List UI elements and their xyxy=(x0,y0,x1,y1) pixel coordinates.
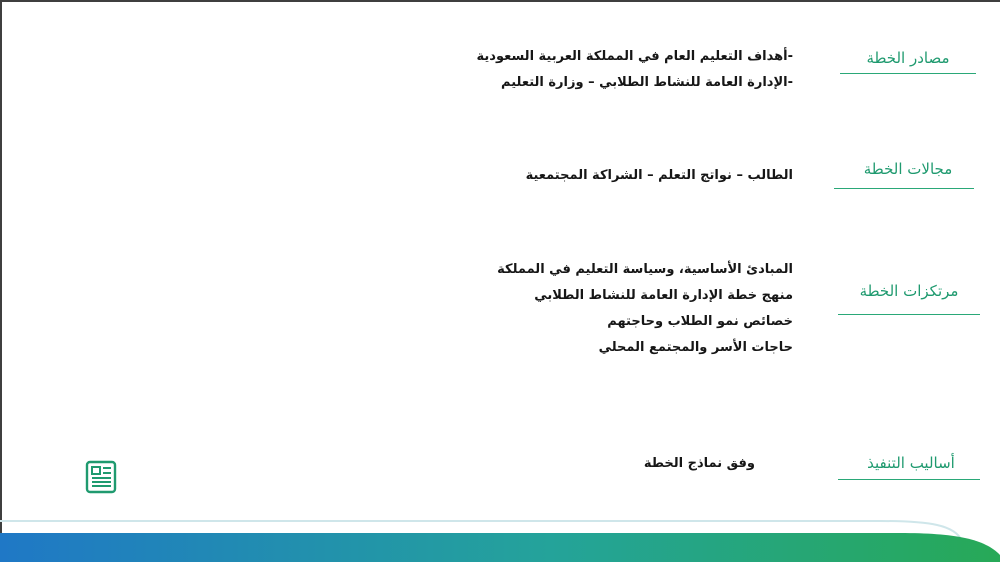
plan-pillars-line-1: المبادئ الأساسية، وسياسة التعليم في المملكة xyxy=(497,262,793,277)
section-body-implementation-methods xyxy=(644,451,755,477)
section-body-plan-pillars xyxy=(497,257,793,361)
section-label-plan-sources: مصادر الخطة xyxy=(866,49,950,67)
implementation-methods-line-1: وفق نماذج الخطة xyxy=(643,456,755,471)
section-body-plan-domains xyxy=(526,163,793,189)
section-underline-plan-pillars xyxy=(838,314,980,315)
plan-domains-line-1: الطالب – نواتج التعلم – الشراكة المجتمعية xyxy=(525,168,793,183)
plan-pillars-line-2: منهج خطة الإدارة العامة للنشاط الطلابي xyxy=(534,288,793,303)
section-label-plan-domains: مجالات الخطة xyxy=(863,160,953,178)
plan-pillars-line-3: خصائص نمو الطلاب وحاجتهم xyxy=(607,314,793,329)
footer-swoosh-band xyxy=(0,515,1000,562)
plan-sources-line-2: -الإدارة العامة للنشاط الطلابي – وزارة التعليم xyxy=(501,75,793,90)
section-label-plan-pillars: مرتكزات الخطة xyxy=(859,282,959,300)
plan-sources-line-1: -أهداف التعليم العام في المملكة العربية السعودية xyxy=(476,49,793,64)
section-underline-implementation-methods xyxy=(838,479,980,480)
section-underline-plan-domains xyxy=(834,188,974,189)
section-label-implementation-methods: أساليب التنفيذ xyxy=(867,454,955,472)
section-body-plan-sources xyxy=(477,44,793,96)
section-underline-plan-sources xyxy=(840,73,976,74)
document-icon xyxy=(83,459,119,495)
plan-pillars-line-4: حاجات الأسر والمجتمع المحلي xyxy=(598,340,793,355)
frame-top-border xyxy=(0,0,1000,2)
frame-left-border xyxy=(0,0,2,562)
